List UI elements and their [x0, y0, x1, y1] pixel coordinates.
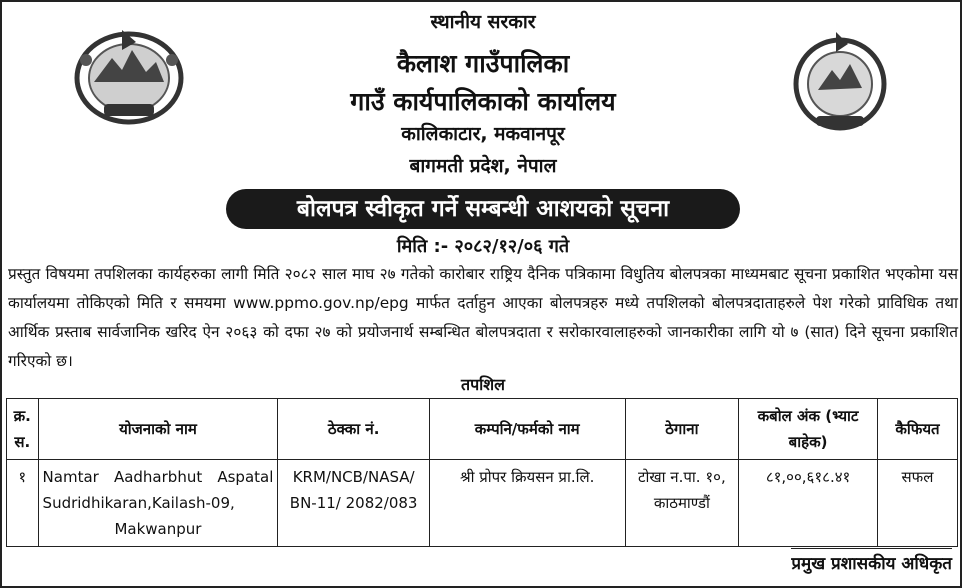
col-header-contract-no: ठेक्का नं.: [278, 399, 429, 460]
col-header-address: ठेगाना: [625, 399, 739, 460]
notice-body: प्रस्तुत विषयमा तपशिलका कार्यहरुका लागी मिति २०८२ साल माघ २७ गतेको कारोबार राष्ट्रिय दैनिक पत्रिकामा विधुतिय बोलपत्रका माध्यमबाट सूचना प्रकाशित भएकोमा यस कार्यालयमा तोकिएको मिति र समयमा www.ppmo.gov.np/epg मार्फत दर्ताहुन आएका बोलपत्रहरु मध्ये तपशिलको बोलपत्रदाताहरुले पेश गरेको प्राविधिक तथा आर्थिक प्रस्ताब सार्वजानिक खरिद ऐन २०६३ को दफा २७ को प्रयोजनार्थ सम्बन्धित बोलपत्रदाता र सरोकारवालाहरुको जानकारीका लागि यो ७ (सात) दिने सूचना प्रकाशित गरिएको छ।: [8, 265, 958, 370]
cell-project-name: Namtar Aadharbhut Aspatal Sudridhikaran,Kailash-09, Makwanpur: [38, 460, 278, 547]
cell-contract-no: KRM/NCB/NASA/ BN-11/ 2082/083: [278, 460, 429, 547]
header-line-local-government: स्थानीय सरकार: [430, 11, 536, 33]
bid-details-table: [6, 398, 958, 547]
col-header-bid-amount: कबोल अंक (भ्याट बाहेक): [739, 399, 878, 460]
col-header-remarks: कैफियत: [878, 399, 958, 460]
header-line-province: बागमती प्रदेश, नेपाल: [409, 155, 557, 177]
details-heading: तपशिल: [460, 375, 506, 394]
col-header-project-name: योजनाको नाम: [38, 399, 278, 460]
cell-company-name: श्री प्रोपर क्रियसन प्रा.लि.: [429, 460, 625, 547]
col-header-serial: क्र. स.: [7, 399, 39, 460]
notice-title-banner: बोलपत्र स्वीकृत गर्ने सम्बन्धी आशयको सूचना: [226, 189, 740, 229]
header-line-office: गाउँ कार्यपालिकाको कार्यालय: [350, 87, 616, 116]
cell-serial: १: [7, 460, 39, 547]
table-row: [7, 460, 958, 547]
notice-date: मिति :- २०८२/१२/०६ गते: [396, 236, 570, 257]
cell-address: टोखा न.पा. १०, काठमाण्डौं: [625, 460, 739, 547]
signature-title: प्रमुख प्रशासकीय अधिकृत: [791, 548, 952, 574]
header-line-municipality: कैलाश गाउँपालिका: [396, 49, 570, 78]
cell-bid-amount: ८१,००,६१८.४१: [739, 460, 878, 547]
cell-remarks: सफल: [878, 460, 958, 547]
table-header-row: [7, 399, 958, 460]
header-line-address: कालिकाटार, मकवानपूर: [401, 123, 565, 145]
col-header-company-name: कम्पनि/फर्मको नाम: [429, 399, 625, 460]
